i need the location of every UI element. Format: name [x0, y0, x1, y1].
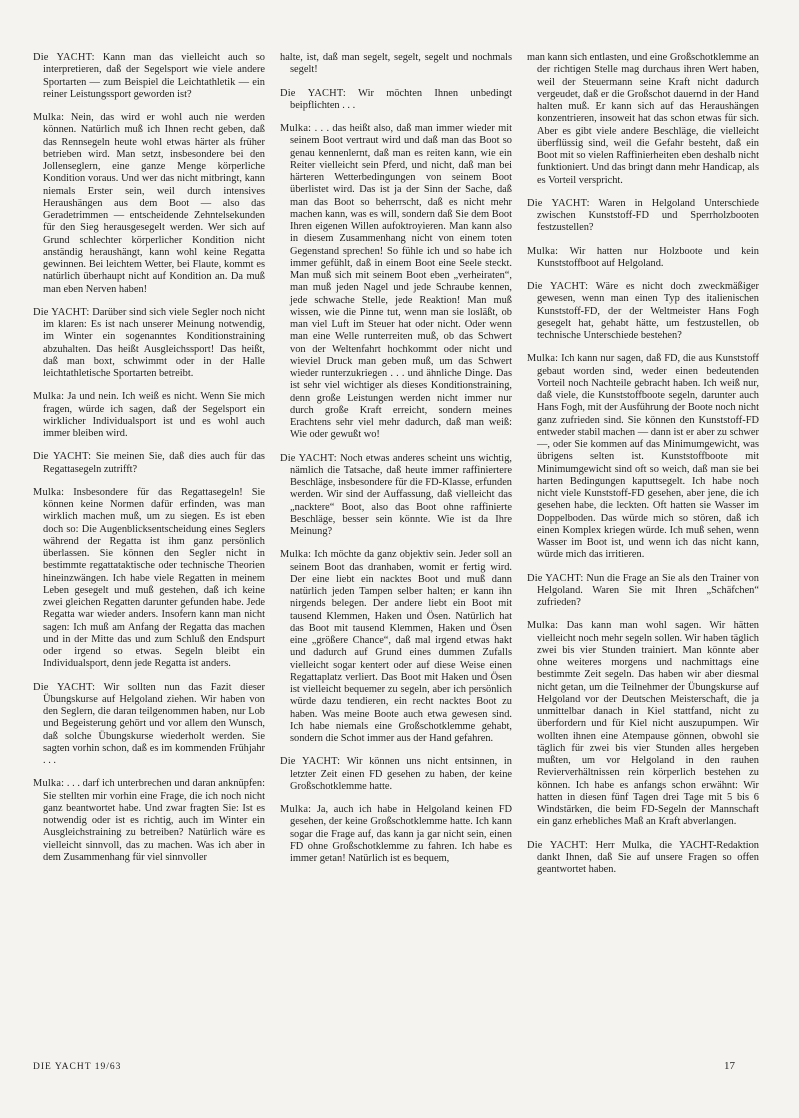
- speaker-label: Die YACHT:: [280, 452, 337, 464]
- interview-paragraph: [33, 778, 265, 864]
- interview-paragraph: [280, 88, 512, 113]
- speaker-label: Die YACHT:: [33, 681, 96, 693]
- paragraph-text: Noch etwas anderes scheint uns wichtig, nämlich die Tatsache, daß heute immer raffiniertere Beschläge, insbesondere für die FD-Klasse, erfunden werden. Wir sind der Auffassung, daß vielleicht das „nacktere“ Boot, also das Boot ohne raffinierte Beschläge, besser sein könnte. Wie ist da Ihre Meinung?: [290, 452, 512, 537]
- paragraph-text: halte, ist, daß man segelt, segelt, segelt und nochmals segelt!: [280, 52, 512, 76]
- interview-paragraph: [33, 487, 265, 671]
- paragraph-text: Herr Mulka, die YACHT-Redaktion dankt Ihnen, daß Sie auf unsere Fragen so offen geantwortet haben.: [537, 839, 759, 875]
- paragraph-text: . . . das heißt also, daß man immer wieder mit seinem Boot vertraut wird und daß man das Boot so genau kennenlernt, daß man es reiten kann, wie ein Reiter vielleicht sein Pferd, und nicht, daß man bei härteren Wetterbedingungen von seinem Boot überlistet wird. Das ist ja der Sinn der Sache, daß man das Boot so beherrscht, daß es nicht mehr machen kann, was es will, sondern daß Sie dem Boot Ihren eigenen Willen aufoktroyieren. Man kann also in diesem Zusammenhang nicht von einem toten Gegenstand sprechen! So fühle ich und so habe ich immer gefühlt, daß in einem Boot eine Seele steckt. Man muß sich mit seinem Boot eben „verheiraten“, man muß jeden Nagel und jede Schraube kennen, jede schwache Stelle, jede Reaktion! Man muß wissen, wie die Pinne tut, wenn man sie losläßt, ob man viel Luft im Steuer hat oder nicht. Oder wenn man eine Welle runterreiten muß, ob das Schwert von der Weltenfahrt hochkommt oder nicht und wieviel Druck man geben muß, um das Schwert wieder runterzukriegen . . . und ähnliche Dinge. Das ist sehr viel wichtiger als dieses Konditionstraining, denn große Leistungen werden nicht immer nur durch große Kraft erreicht, sondern meines Erachtens sehr viel mehr dadurch, daß man weiß: Wie oder gewußt wo!: [290, 123, 512, 441]
- paragraph-text: Waren in Helgoland Unterschiede zwischen Kunststoff-FD und Sperrholzbooten festzustellen?: [537, 197, 759, 234]
- column-1: [33, 52, 265, 887]
- interview-paragraph: [527, 246, 759, 271]
- paragraph-text: Ich kann nur sagen, daß FD, die aus Kunststoff gebaut worden sind, weder einen bedeutenden Vorteil noch Nachteile gebracht haben. Ich weiß nur, daß viele, die Kunststoffboote segeln, darunter auch Hans Fogh, mit der Ausführung der Boote noch nicht ganz zufrieden sind. Sie können den Kunststoff-FD entweder stabil machen — dann ist er aber zu schwer —, oder Sie kommen auf das Minimumgewicht, was übrigens selten ist. Kunststoffboote mit Minimumgewicht sind oft so weich, daß man sie bei harten Bedingungen kaputtsegelt. Ich habe noch nicht viele Kunststoff-FD gesehen, aber jene, die ich gesehen habe, die leckten. Oft hatten sie Wasser im Doppelboden. Das würde mich so stören, daß ich einen Komplex kriegen würde. Ich muß sehen, wenn Wasser im Boot ist, und wenn ich das nicht kann, würde mich das irritieren.: [537, 353, 759, 561]
- paragraph-text: Wir können uns nicht entsinnen, in letzter Zeit einen FD gesehen zu haben, der keine Großschotklemme hatte.: [290, 756, 512, 792]
- interview-paragraph: [527, 840, 759, 877]
- interview-paragraph: [527, 281, 759, 342]
- speaker-label: Mulka:: [33, 112, 65, 123]
- speaker-label: Mulka:: [280, 123, 312, 134]
- paragraph-text: Wir sollten nun das Fazit dieser Übungskurse auf Helgoland ziehen. Wir haben von den Seglern, die daran teilgenommen haben, nur Lob und Begeisterung gehört und vor allem den Wunsch, daß solche Übungskurse wiederholt werden. Sie sagten vorhin schon, daß es im kommenden Frühjahr . . .: [43, 681, 265, 766]
- paragraph-text: Ja, auch ich habe in Helgoland keinen FD gesehen, der keine Großschotklemme hatte. Ich kann sogar die Frage auf, das kann ja gar nicht sein, einen FD ohne Großschotklemme zu fahren. Ich habe es immer getan! Natürlich ist es bequem,: [290, 804, 512, 864]
- speaker-label: Mulka:: [33, 391, 65, 403]
- interview-paragraph: [280, 549, 512, 745]
- interview-paragraph: [33, 307, 265, 381]
- paragraph-text: Wir möchten Ihnen unbedingt beipflichten . . .: [290, 87, 512, 111]
- speaker-label: Die YACHT:: [33, 52, 95, 63]
- interview-columns: [33, 52, 773, 887]
- paragraph-text: Nun die Frage an Sie als den Trainer von Helgoland. Waren Sie mit Ihren „Schäfchen“ zufrieden?: [537, 572, 759, 608]
- interview-paragraph: [33, 112, 265, 296]
- speaker-label: Mulka:: [527, 620, 559, 632]
- paragraph-text: Das kann man wohl sagen. Wir hätten vielleicht noch mehr segeln sollen. Wir haben täglich zwei bis vier Stunden trainiert. Man könnte aber ohne weiteres morgens und nachmittags eine bestimmte Zeit segeln. Das haben wir aber diesmal nicht getan, um die Teilnehmer der Übungskurse auf Helgoland vor der Deutschen Meisterschaft, die ja unmittelbar danach in Kiel stattfand, nicht zu überfordern und für Kiel nicht auszupumpen. Wir wollten ihnen eine Atempause gönnen, obwohl sie täglich für zwei bis vier Stunden alles hergeben mußten, um vor Helgoland in den rauhen Revierverhältnissen rein körperlich bestehen zu können. Ich habe es anfangs schon erwähnt: Wir hatten in diesen fünf Tagen drei Tage mit 5 bis 6 Windstärken, die beim FD-Segeln der Mannschaft ein ganz erhebliches Maß an Kraft abverlangen.: [537, 620, 759, 828]
- interview-paragraph: [33, 451, 265, 476]
- paragraph-text: Ich möchte da ganz objektiv sein. Jeder soll an seinem Boot das dranhaben, womit er fertig wird. Der eine liebt ein nacktes Boot und muß dann natürlich jeden Tampen selber halten; er kann ihn nirgends belegen. Der andere liebt ein Boot mit tausend Klemmen, Haken und Ösen. Natürlich hat das Boot mit tausend Klemmen, Haken und Ösen eine „größere Chance“, daß mal irgend etwas hakt und dadurch auf Grund eines dummen Zufalls vielleicht sogar kentert oder auf diese Weise einen Regattaplatz verliert. Das Boot mit Haken und Ösen ist vielleicht bequemer zu segeln, aber ich persönlich würde dazu tendieren, ein recht nacktes Boot zu haben. Was meine Boote auch etwa gewesen sind. Ich habe niemals eine Großschotklemme gehabt, sondern die Schot immer aus der Hand gefahren.: [290, 549, 512, 744]
- page-number: 17: [724, 1060, 735, 1072]
- interview-paragraph: [527, 52, 759, 187]
- issue-footer: DIE YACHT 19/63: [33, 1062, 122, 1072]
- paragraph-text: Insbesondere für das Regattasegeln! Sie können keine Normen dafür erfinden, was man wirklich machen muß, um zu siegen. Es ist eben doch so: Die Augenblicksentscheidung eines Seglers während der Regatta ist ihm ganz persönlich überlassen. Sie können den Segler nicht in bestimmte regattataktische oder technische Theorien hineinzwängen. Ich habe viele Regatten in meinem Leben gesegelt und muß gestehen, daß ich keine zwei gleichen Regatten darunter gefunden habe. Jede Regatta war wieder anders. Insofern kann man nicht sagen: Ich muß am Anfang der Regatta das machen und in der Mitte das und zum Schluß den Endspurt oder irgend so etwas. Segeln bleibt ein Individualsport, denn jede Regatta ist anders.: [43, 486, 265, 670]
- column-3: [527, 52, 759, 887]
- column-2: [280, 52, 512, 887]
- interview-paragraph: [527, 353, 759, 561]
- interview-paragraph: [527, 198, 759, 235]
- interview-paragraph: [527, 573, 759, 610]
- paragraph-text: Sie meinen Sie, daß dies auch für das Regattasegeln zutrifft?: [43, 451, 265, 475]
- interview-paragraph: [280, 52, 512, 77]
- paragraph-text: Ja und nein. Ich weiß es nicht. Wenn Sie mich fragen, würde ich sagen, daß der Segelsport ein wirklicher Individualsport ist und es wohl auch immer bleiben wird.: [43, 391, 265, 439]
- speaker-label: Die YACHT:: [527, 839, 589, 851]
- speaker-label: Mulka:: [527, 353, 559, 365]
- interview-paragraph: [280, 804, 512, 865]
- speaker-label: Die YACHT:: [527, 197, 590, 209]
- speaker-label: Die YACHT:: [33, 306, 90, 318]
- speaker-label: Die YACHT:: [280, 756, 341, 768]
- paragraph-text: Wäre es nicht doch zweckmäßiger gewesen, wenn man einen Typ des italienischen Kunststoff-FD, der der Weltmeister Hans Fogh gesegelt hat, gehabt hätte, um festzustellen, ob technische Unterschiede bestehen?: [537, 281, 759, 341]
- speaker-label: Mulka:: [33, 486, 65, 498]
- speaker-label: Die YACHT:: [280, 87, 346, 99]
- speaker-label: Die YACHT:: [527, 572, 584, 584]
- interview-paragraph: [527, 620, 759, 828]
- interview-paragraph: [33, 52, 265, 101]
- speaker-label: Mulka:: [280, 549, 312, 561]
- speaker-label: Die YACHT:: [527, 281, 589, 292]
- paragraph-text: Wir hatten nur Holzboote und kein Kunststoffboot auf Helgoland.: [537, 245, 759, 269]
- paragraph-text: Nein, das wird er wohl auch nie werden können. Natürlich muß ich Ihnen recht geben, daß das Rennsegeln heute wohl etwas härter als früher betrieben wird. Man setzt, insbesondere bei den Jollenseglern, eine ganze Menge körperliche Kondition voraus. Und wer das nicht mitbringt, kann niemals Erster sein, weil durch intensives Heraushängen aus dem Boot — also das Geradetrimmen — entscheidende Zehntelsekunden für den Sieg herausgesegelt werden. Wer sich auf Grund schlechter körperlicher Kondition nicht anständig heraushängt, kann wohl keine Regatta gewinnen. Bei leichtem Wetter, bei Flaute, kommt es natürlich überhaupt nicht auf Kondition an. Da muß man eben Nerven haben!: [43, 112, 265, 295]
- paragraph-text: . . . darf ich unterbrechen und daran anknüpfen: Sie stellten mir vorhin eine Frage, die ich noch nicht ganz beantwortet habe. Und zwar fragten Sie: Ist es notwendig oder ist es richtig, auch im Winter ein Ausgleichstraining zu betreiben? Natürlich wäre es vielleicht sinnvoll, das zu machen. Was ich aber in dem Zusammenhang für viel sinnvoller: [43, 778, 265, 863]
- interview-paragraph: [280, 756, 512, 793]
- speaker-label: Mulka:: [527, 245, 559, 257]
- speaker-label: Die YACHT:: [33, 451, 92, 463]
- paragraph-text: Darüber sind sich viele Segler noch nicht im klaren: Es ist nach unserer Meinung notwendig, im Winter ein sogenanntes Konditionstraining abzuhalten. Das heißt Ausgleichssport! Das heißt, daß man boxt, schwimmt oder in der Halle leichtathletische Sportarten betreibt.: [43, 306, 265, 379]
- interview-paragraph: [280, 453, 512, 539]
- speaker-label: Mulka:: [33, 778, 65, 790]
- paragraph-text: man kann sich entlasten, und eine Großschotklemme an der richtigen Stelle mag durchaus ihren Wert haben, weil der Steuermann seine Kraft nicht dadurch vergeudet, daß er die Großschot dauernd in der Hand halten muß. Er kann sich auf das Heraushängen konzentrieren, insoweit hat das schon etwas für sich. Aber es gibt viele andere Beschläge, die vielleicht überflüssig sind, weil die Gefahr besteht, daß ein Boot mit so vielen Raffinierheiten eben deshalb nicht funktioniert. Und das bringt dann mehr Handicap, als es Vorteil verspricht.: [527, 52, 759, 186]
- speaker-label: Mulka:: [280, 804, 312, 815]
- interview-paragraph: [280, 123, 512, 442]
- paragraph-text: Kann man das vielleicht auch so interpretieren, daß der Segelsport wie viele andere Sportarten — zum Beispiel die Leichtathletik — ein reiner Leistungssport geworden ist?: [43, 52, 265, 100]
- interview-paragraph: [33, 391, 265, 440]
- interview-paragraph: [33, 682, 265, 768]
